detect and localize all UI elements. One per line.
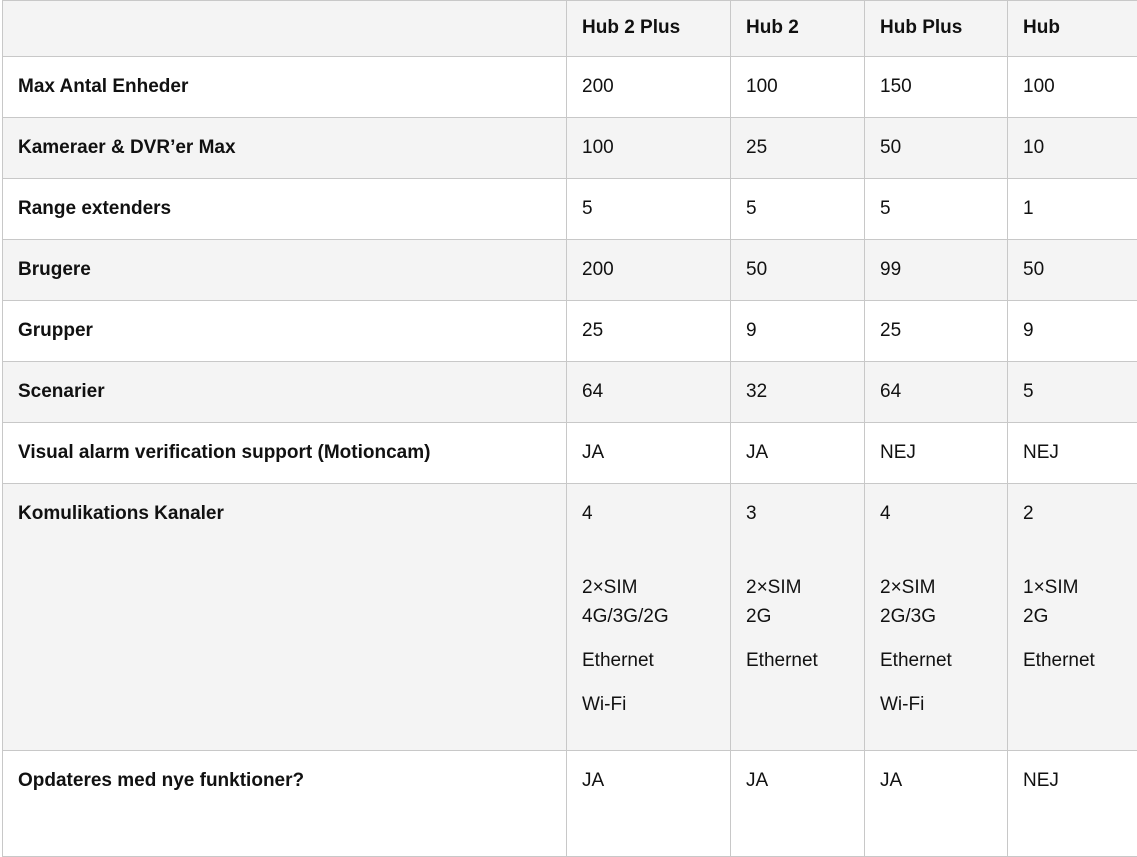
table-cell: NEJ [1008, 751, 1137, 857]
table-row-scenarios [3, 362, 1137, 423]
row-label: Brugere [3, 240, 567, 301]
header-hub-2-plus: Hub 2 Plus [567, 1, 731, 57]
network-text: 2G [746, 602, 849, 631]
channel-count: 4 [880, 499, 992, 528]
table-cell: 25 [567, 301, 731, 362]
table-row-cameras [3, 118, 1137, 179]
table-cell: 200 [567, 57, 731, 118]
row-label: Visual alarm verification support (Motioncam) [3, 423, 567, 484]
network-text: 2G/3G [880, 602, 992, 631]
table-cell [567, 484, 731, 751]
table-cell: 150 [865, 57, 1008, 118]
row-label: Max Antal Enheder [3, 57, 567, 118]
table-cell [865, 484, 1008, 751]
row-label: Grupper [3, 301, 567, 362]
sim-text: 1×SIM [1023, 573, 1124, 602]
table-cell: 1 [1008, 179, 1137, 240]
table-cell: 100 [731, 57, 865, 118]
table-cell: 64 [567, 362, 731, 423]
channel-count: 4 [582, 499, 715, 528]
table-row-max-devices [3, 57, 1137, 118]
table-cell: 32 [731, 362, 865, 423]
table-row-range-extenders [3, 179, 1137, 240]
table-cell: 200 [567, 240, 731, 301]
table-cell: 10 [1008, 118, 1137, 179]
table-cell: 5 [1008, 362, 1137, 423]
ethernet-text: Ethernet [880, 646, 992, 675]
table-cell: 50 [731, 240, 865, 301]
row-label: Range extenders [3, 179, 567, 240]
wifi-text: Wi-Fi [582, 690, 715, 719]
header-hub: Hub [1008, 1, 1137, 57]
hub-comparison-table [2, 0, 1137, 857]
table-cell: NEJ [1008, 423, 1137, 484]
ethernet-text: Ethernet [1023, 646, 1124, 675]
table-row-updates [3, 751, 1137, 857]
table-cell: 50 [1008, 240, 1137, 301]
table-cell: 5 [865, 179, 1008, 240]
table-cell: NEJ [865, 423, 1008, 484]
row-label: Kameraer & DVR’er Max [3, 118, 567, 179]
sim-text: 2×SIM [746, 573, 849, 602]
row-label: Komulikations Kanaler [3, 484, 567, 751]
table-cell: JA [731, 751, 865, 857]
table-cell [1008, 484, 1137, 751]
sim-text: 2×SIM [582, 573, 715, 602]
table-cell: 5 [567, 179, 731, 240]
table-cell: 100 [1008, 57, 1137, 118]
ethernet-text: Ethernet [582, 646, 715, 675]
row-label: Scenarier [3, 362, 567, 423]
table-cell [731, 484, 865, 751]
table-cell: JA [865, 751, 1008, 857]
channel-count: 3 [746, 499, 849, 528]
table-cell: 64 [865, 362, 1008, 423]
table-cell: 9 [731, 301, 865, 362]
wifi-text: Wi-Fi [880, 690, 992, 719]
ethernet-text: Ethernet [746, 646, 849, 675]
table-cell: 5 [731, 179, 865, 240]
sim-text: 2×SIM [880, 573, 992, 602]
header-hub-plus: Hub Plus [865, 1, 1008, 57]
table-cell: JA [567, 751, 731, 857]
table-cell: 50 [865, 118, 1008, 179]
table-cell: JA [731, 423, 865, 484]
table-row-groups [3, 301, 1137, 362]
table-cell: JA [567, 423, 731, 484]
table-cell: 100 [567, 118, 731, 179]
table-cell: 99 [865, 240, 1008, 301]
header-hub-2: Hub 2 [731, 1, 865, 57]
network-text: 4G/3G/2G [582, 602, 715, 631]
table-cell: 9 [1008, 301, 1137, 362]
row-label: Opdateres med nye funktioner? [3, 751, 567, 857]
table-cell: 25 [865, 301, 1008, 362]
table-row-communication [3, 484, 1137, 751]
channel-count: 2 [1023, 499, 1124, 528]
table-header-row [3, 1, 1137, 57]
table-row-visual-alarm [3, 423, 1137, 484]
table-cell: 25 [731, 118, 865, 179]
header-empty-cell [3, 1, 567, 57]
network-text: 2G [1023, 602, 1124, 631]
table-row-users [3, 240, 1137, 301]
